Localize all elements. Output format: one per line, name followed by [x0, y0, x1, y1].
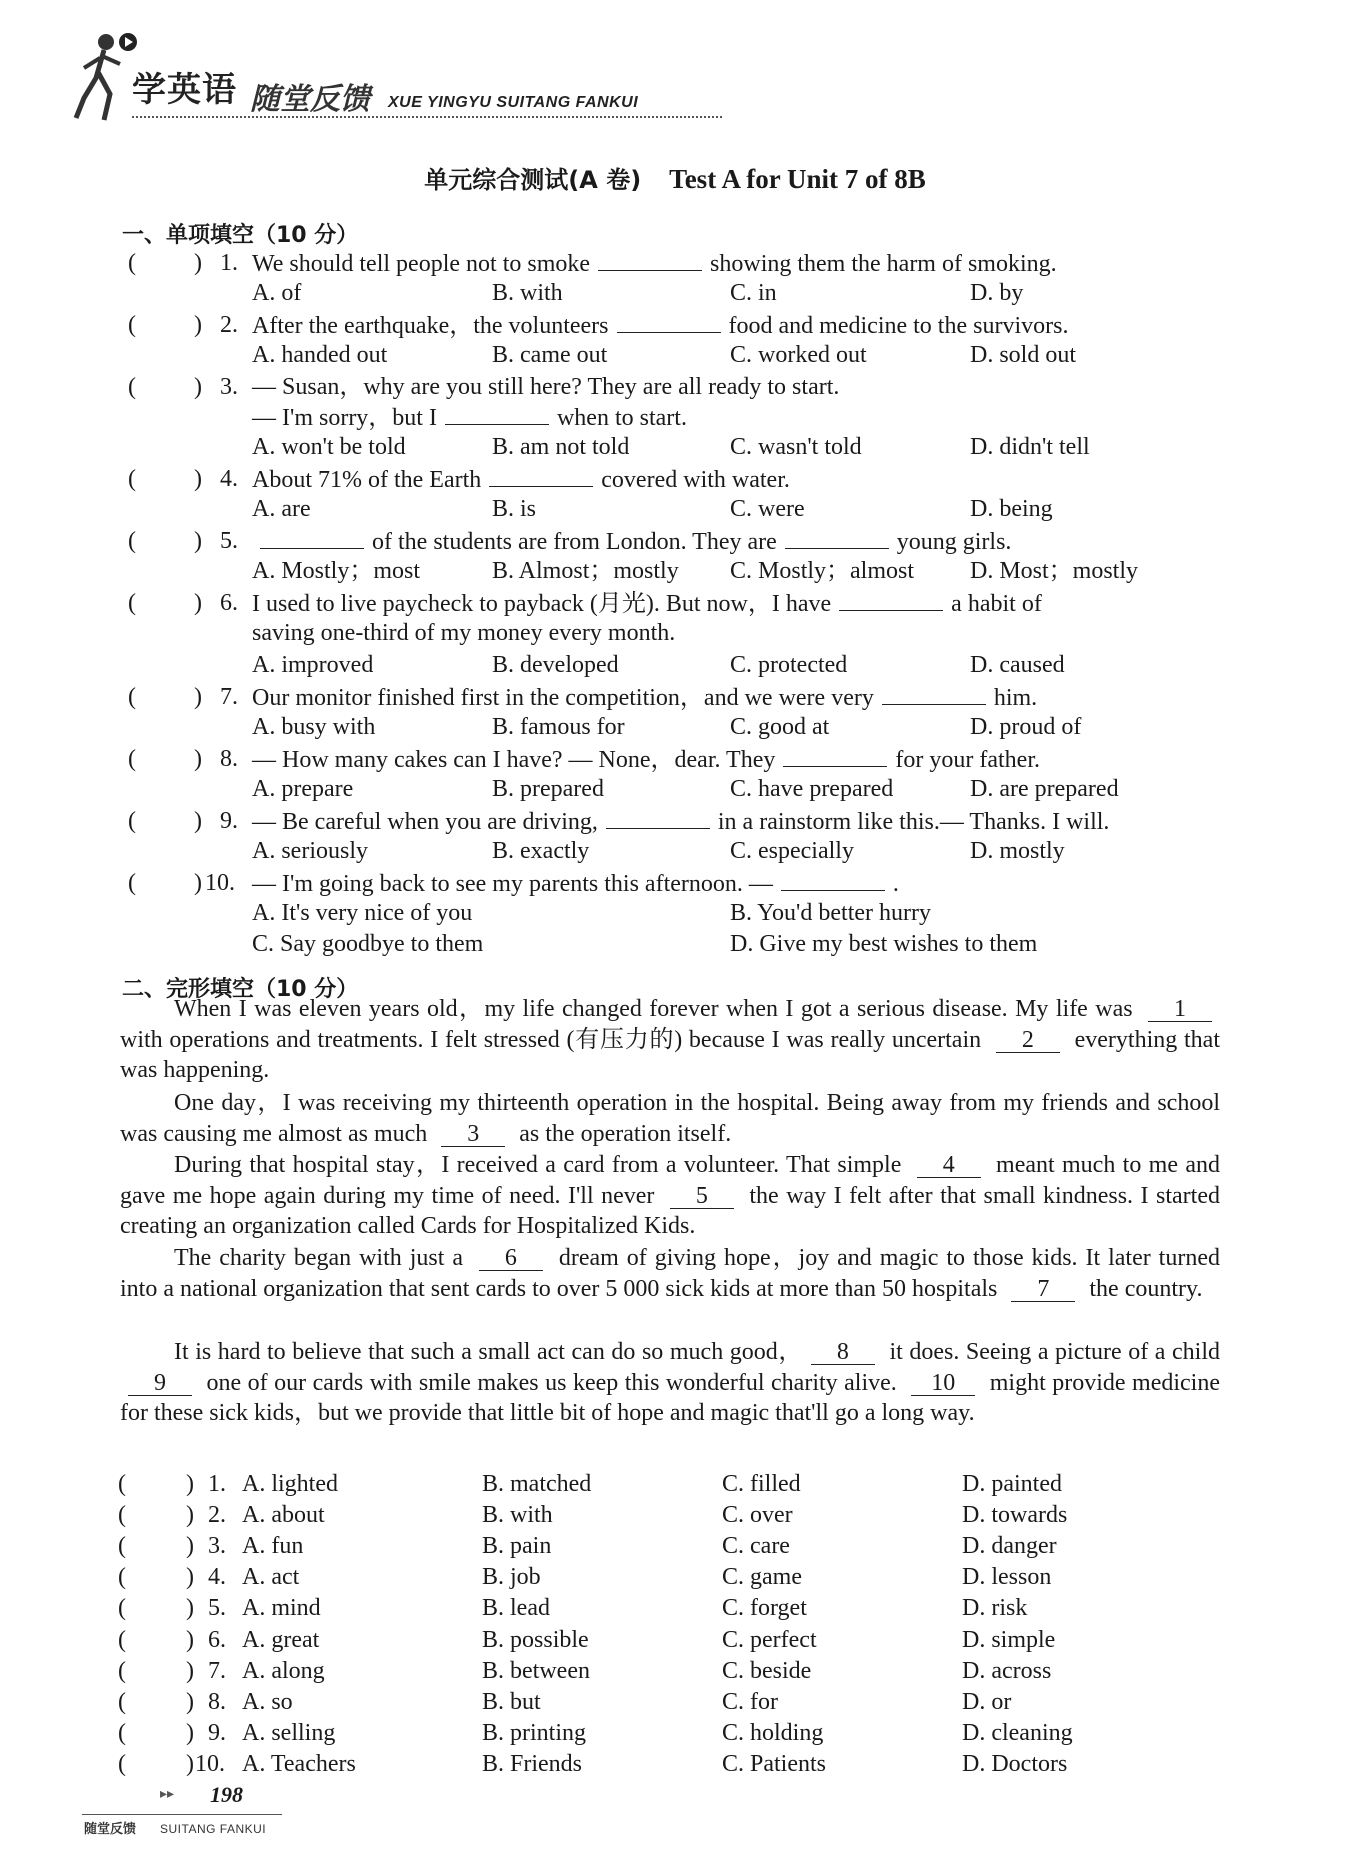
option-c: C. have prepared — [730, 776, 894, 802]
option-a: A. fun — [242, 1533, 304, 1560]
question-number: 1. — [220, 250, 238, 276]
question-row — [0, 1562, 1350, 1592]
option-a: A. about — [242, 1502, 325, 1529]
question-stem: — Susan，why are you still here? They are all ready to start. — [252, 374, 840, 400]
question-stem-end: in a rainstorm like this.— Thanks. I will. — [717, 809, 1110, 835]
passage-text: everything that was happening. — [120, 1026, 1220, 1084]
page-title — [0, 160, 1350, 195]
option-b: B. came out — [492, 342, 608, 368]
option-b: B. with — [482, 1502, 553, 1529]
question-number: 9. — [220, 808, 238, 834]
answer-blank — [781, 868, 885, 891]
option-c: C. in — [730, 280, 777, 306]
paren-close: ) — [186, 1688, 194, 1715]
option-a: A. improved — [252, 652, 374, 678]
question-text — [252, 464, 790, 495]
paren-close: ) — [194, 870, 202, 896]
option-a: A. seriously — [252, 838, 368, 864]
question-stem: — I'm going back to see my parents this afternoon. — — [252, 871, 773, 897]
passage-text: might provide medicine for these sick kids，but we provide that little bit of hope and magic that'll go a long way. — [120, 1369, 1220, 1427]
option-c: C. filled — [722, 1471, 801, 1497]
question-row — [0, 836, 1350, 866]
paren-close: ) — [186, 1595, 194, 1622]
option-c: C. wasn't told — [730, 434, 862, 460]
option-b: B. possible — [482, 1626, 589, 1653]
question-row — [0, 432, 1350, 462]
cloze-blank-2: 2 — [996, 1028, 1060, 1053]
option-c: C. good at — [730, 714, 830, 740]
question-row — [0, 278, 1350, 308]
answer-blank — [445, 402, 549, 425]
runner-figure-icon — [70, 28, 140, 128]
question-row — [0, 618, 1350, 648]
title-en: Test A for Unit 7 of 8B — [669, 164, 926, 194]
passage-text: During that hospital stay，I received a card from a volunteer. That simple — [174, 1152, 909, 1178]
option-c: C. protected — [730, 652, 848, 678]
question-row — [0, 1656, 1350, 1686]
cloze-blank-5: 5 — [670, 1184, 734, 1209]
question-stem: About 71% of the Earth — [252, 467, 482, 493]
cloze-blank-8: 8 — [811, 1340, 875, 1365]
question-number: 4. — [208, 1564, 226, 1591]
option-d: D. are prepared — [970, 776, 1119, 802]
question-row — [0, 929, 1350, 959]
passage-text: one of our cards with smile makes us keep this wonderful charity alive. — [200, 1369, 904, 1396]
option-a: A. mind — [242, 1595, 321, 1622]
paren-close: ) — [186, 1657, 194, 1684]
question-row — [0, 402, 1350, 432]
passage-text: dream of giving hope，joy and magic to those kids. It later turned into a national organization that sent cards to over 5 000 sick kids at more than 50 hospitals — [120, 1245, 1220, 1302]
paren-close: ) — [186, 1750, 194, 1777]
question-text — [252, 310, 1068, 341]
option-a: A. along — [242, 1657, 325, 1684]
cloze-blank-7: 7 — [1011, 1277, 1075, 1302]
paren-open: ( — [118, 1688, 126, 1715]
footer-divider — [82, 1814, 282, 1815]
answer-blank — [606, 806, 710, 829]
question-stem-end: covered with water. — [601, 467, 790, 493]
question-row — [0, 464, 1350, 494]
question-number: 2. — [220, 312, 238, 338]
option-d: D. by — [970, 280, 1024, 306]
question-row — [0, 650, 1350, 680]
question-stem-end: showing them the harm of smoking. — [710, 251, 1057, 277]
option-b: B. with — [492, 280, 563, 306]
paren-close: ) — [194, 808, 202, 834]
option-d: D. didn't tell — [970, 434, 1090, 460]
header-cn-sub: 随堂反馈 — [250, 82, 370, 117]
passage-text: One day，I was receiving my thirteenth operation in the hospital. Being away from my friends and school was causing me almost as much — [120, 1090, 1220, 1147]
option-d: D. being — [970, 496, 1053, 522]
option-c: C. for — [722, 1688, 778, 1715]
question-number: 6. — [208, 1626, 226, 1653]
paren-open: ( — [118, 1719, 126, 1746]
passage-text: as the operation itself. — [513, 1120, 732, 1147]
question-text — [252, 372, 839, 402]
question-row — [0, 774, 1350, 804]
passage-paragraph — [120, 1150, 1220, 1242]
paren-close: ) — [194, 312, 202, 338]
paren-open: ( — [128, 590, 136, 616]
paren-close: ) — [186, 1564, 194, 1591]
question-row — [0, 682, 1350, 712]
passage-text: When I was eleven years old，my life changed forever when I got a serious disease. My life was — [174, 996, 1140, 1022]
paren-open: ( — [128, 466, 136, 492]
answer-blank — [617, 310, 721, 333]
question-row — [0, 868, 1350, 898]
question-row — [0, 1687, 1350, 1717]
option-c: C. Patients — [722, 1750, 827, 1777]
option-a: A. act — [242, 1564, 300, 1591]
question-row — [0, 1625, 1350, 1655]
option-c: C. Say goodbye to them — [252, 931, 484, 957]
option-b: B. Almost；mostly — [492, 558, 679, 584]
option-a: A. are — [252, 496, 311, 522]
question-text — [252, 588, 1042, 619]
paren-close: ) — [186, 1533, 194, 1560]
paren-close: ) — [194, 528, 202, 554]
question-number: 10. — [195, 1750, 225, 1777]
question-text — [252, 806, 1109, 837]
paren-open: ( — [118, 1471, 126, 1497]
passage-text: The charity began with just a — [174, 1245, 471, 1271]
answer-blank — [785, 526, 889, 549]
paren-close: ) — [194, 374, 202, 400]
option-d: D. Give my best wishes to them — [730, 931, 1038, 957]
question-row — [0, 1749, 1350, 1779]
question-row — [0, 1718, 1350, 1748]
question-text — [252, 868, 899, 899]
question-number: 5. — [208, 1595, 226, 1622]
question-row — [0, 310, 1350, 340]
option-b: B. developed — [492, 652, 619, 678]
header-logo — [70, 28, 670, 128]
paren-close: ) — [186, 1471, 194, 1497]
paren-open: ( — [128, 684, 136, 710]
page-number: 198 — [210, 1782, 243, 1807]
paren-close: ) — [194, 590, 202, 616]
passage-text: the country. — [1083, 1275, 1203, 1302]
option-a: A. lighted — [242, 1471, 338, 1497]
cloze-blank-1: 1 — [1148, 997, 1212, 1022]
question-row — [0, 340, 1350, 370]
option-a: A. selling — [242, 1719, 336, 1746]
question-stem-end: when to start. — [556, 405, 687, 431]
question-stem-end: a habit of — [951, 591, 1042, 617]
cloze-blank-6: 6 — [479, 1246, 543, 1271]
question-row — [0, 588, 1350, 618]
header-cn-title: 学英语 — [132, 70, 237, 110]
paren-close: ) — [194, 746, 202, 772]
paren-open: ( — [128, 312, 136, 338]
question-row — [0, 1469, 1350, 1499]
passage-paragraph — [120, 1337, 1220, 1429]
option-c: C. over — [722, 1502, 793, 1529]
answer-blank — [783, 744, 887, 767]
paren-open: ( — [118, 1564, 126, 1591]
question-stem-end: for your father. — [895, 747, 1040, 773]
question-text — [252, 744, 1040, 775]
paren-open: ( — [128, 808, 136, 834]
question-text — [252, 526, 1011, 557]
option-a: A. so — [242, 1688, 293, 1715]
paren-open: ( — [118, 1657, 126, 1684]
question-number: 3. — [220, 374, 238, 400]
paren-close: ) — [194, 250, 202, 276]
question-text — [252, 682, 1037, 713]
section1-heading: 一、单项填空（10 分） — [122, 223, 359, 248]
option-d: D. across — [962, 1657, 1052, 1684]
option-d: D. simple — [962, 1626, 1056, 1653]
passage-paragraph — [120, 994, 1220, 1086]
option-d: D. Most；mostly — [970, 558, 1139, 584]
passage-text: it does. Seeing a picture of a child — [882, 1339, 1220, 1365]
question-stem-end: him. — [993, 685, 1038, 711]
option-b: B. between — [482, 1657, 590, 1684]
option-b: B. pain — [482, 1533, 552, 1560]
question-stem-cont: saving one-third of my money every month. — [252, 620, 676, 646]
question-stem-end: young girls. — [896, 529, 1012, 555]
paren-open: ( — [128, 528, 136, 554]
option-d: D. risk — [962, 1595, 1028, 1622]
option-c: C. Mostly；almost — [730, 558, 915, 584]
question-row — [0, 1593, 1350, 1623]
option-c: C. holding — [722, 1719, 824, 1746]
option-c: C. game — [722, 1564, 802, 1591]
question-text — [252, 248, 1057, 279]
paren-open: ( — [128, 250, 136, 276]
question-stem: We should tell people not to smoke — [252, 251, 591, 277]
section2-heading: 二、完形填空（10 分） — [122, 977, 359, 1002]
paren-open: ( — [118, 1502, 126, 1529]
paren-open: ( — [128, 374, 136, 400]
option-c: C. beside — [722, 1657, 812, 1684]
passage-text: It is hard to believe that such a small act can do so much good， — [174, 1339, 803, 1365]
question-row — [0, 744, 1350, 774]
option-b: B. but — [482, 1688, 541, 1715]
question-number: 1. — [208, 1471, 226, 1497]
option-c: C. care — [722, 1533, 790, 1560]
option-d: D. sold out — [970, 342, 1077, 368]
question-row — [0, 1500, 1350, 1530]
option-d: D. lesson — [962, 1564, 1052, 1591]
option-a: A. prepare — [252, 776, 354, 802]
option-b: B. exactly — [492, 838, 590, 864]
question-number: 10. — [205, 870, 235, 896]
question-stem: I used to live paycheck to payback (月光). But now，I have — [252, 591, 832, 617]
option-a: A. It's very nice of you — [252, 900, 473, 926]
cloze-blank-4: 4 — [917, 1153, 981, 1178]
option-a: A. of — [252, 280, 302, 306]
question-stem: After the earthquake，the volunteers — [252, 313, 609, 339]
option-a: A. Mostly；most — [252, 558, 421, 584]
question-number: 3. — [208, 1533, 226, 1560]
question-number: 4. — [220, 466, 238, 492]
option-d: D. danger — [962, 1533, 1057, 1560]
option-a: A. Teachers — [242, 1750, 356, 1777]
option-d: D. proud of — [970, 714, 1082, 740]
paren-close: ) — [186, 1719, 194, 1746]
paren-close: ) — [186, 1502, 194, 1529]
question-row — [0, 1531, 1350, 1561]
option-b: B. famous for — [492, 714, 625, 740]
question-number: 2. — [208, 1502, 226, 1529]
question-number: 8. — [208, 1688, 226, 1715]
option-b: B. matched — [482, 1471, 592, 1497]
option-c: C. worked out — [730, 342, 867, 368]
option-a: A. busy with — [252, 714, 376, 740]
paren-close: ) — [186, 1626, 194, 1653]
option-b: B. am not told — [492, 434, 630, 460]
option-b: B. You'd better hurry — [730, 900, 931, 926]
answer-blank — [882, 682, 986, 705]
paren-close: ) — [194, 684, 202, 710]
question-row — [0, 372, 1350, 402]
question-stem-end: food and medicine to the survivors. — [728, 313, 1069, 339]
question-row — [0, 526, 1350, 556]
footer-en: SUITANG FANKUI — [160, 1822, 267, 1836]
answer-blank — [598, 248, 702, 271]
question-stem: — How many cakes can I have? — None，dear. They — [252, 747, 776, 773]
option-c: C. forget — [722, 1595, 807, 1622]
answer-blank — [260, 526, 364, 549]
title-cn: 单元综合测试(A 卷) — [424, 166, 642, 194]
paren-close: ) — [194, 466, 202, 492]
passage-text: meant much to me and gave me hope again during my time of need. I'll never — [120, 1152, 1220, 1209]
question-row — [0, 556, 1350, 586]
option-c: C. especially — [730, 838, 854, 864]
option-b: B. prepared — [492, 776, 604, 802]
passage-paragraph — [120, 1088, 1220, 1149]
paren-open: ( — [118, 1750, 126, 1777]
option-d: D. Doctors — [962, 1750, 1068, 1777]
option-d: D. painted — [962, 1471, 1062, 1497]
option-a: A. great — [242, 1626, 320, 1653]
question-stem: of the students are from London. They are — [372, 529, 777, 555]
option-c: C. were — [730, 496, 805, 522]
question-number: 7. — [220, 684, 238, 710]
answer-blank — [839, 588, 943, 611]
header-divider — [132, 116, 722, 118]
question-stem: — I'm sorry，but I — [252, 405, 437, 431]
cloze-blank-9: 9 — [128, 1371, 192, 1396]
header-en-title: XUE YINGYU SUITANG FANKUI — [388, 94, 639, 111]
question-stem: — Be careful when you are driving, — [252, 809, 598, 835]
question-row — [0, 248, 1350, 278]
option-c: C. perfect — [722, 1626, 817, 1653]
question-number: 6. — [220, 590, 238, 616]
option-b: B. job — [482, 1564, 541, 1591]
page-arrow-icon: ▸▸ — [160, 1786, 175, 1802]
option-b: B. printing — [482, 1719, 587, 1746]
question-row — [0, 898, 1350, 928]
option-b: B. is — [492, 496, 537, 522]
option-d: D. towards — [962, 1502, 1068, 1529]
question-text — [252, 402, 687, 433]
question-row — [0, 712, 1350, 742]
option-a: A. handed out — [252, 342, 388, 368]
option-d: D. caused — [970, 652, 1065, 678]
answer-blank — [489, 464, 593, 487]
paren-open: ( — [118, 1595, 126, 1622]
question-row — [0, 806, 1350, 836]
paren-open: ( — [118, 1626, 126, 1653]
question-number: 5. — [220, 528, 238, 554]
option-a: A. won't be told — [252, 434, 406, 460]
option-b: B. Friends — [482, 1750, 583, 1777]
question-stem: Our monitor finished first in the competition，and we were very — [252, 685, 874, 711]
option-d: D. or — [962, 1688, 1012, 1715]
question-number: 9. — [208, 1719, 226, 1746]
footer-cn: 随堂反馈 — [84, 1822, 137, 1837]
passage-paragraph — [120, 1243, 1220, 1304]
cloze-blank-10: 10 — [911, 1371, 975, 1396]
cloze-blank-3: 3 — [441, 1122, 505, 1147]
question-stem-end: . — [892, 871, 899, 897]
paren-open: ( — [128, 870, 136, 896]
question-row — [0, 494, 1350, 524]
passage-text: with operations and treatments. I felt stressed (有压力的) because I was really uncertain — [120, 1026, 988, 1053]
option-b: B. lead — [482, 1595, 550, 1622]
option-d: D. cleaning — [962, 1719, 1073, 1746]
question-number: 7. — [208, 1657, 226, 1684]
passage-text: the way I felt after that small kindness. I started creating an organization called Cards for Hospitalized Kids. — [120, 1182, 1220, 1240]
paren-open: ( — [128, 746, 136, 772]
question-number: 8. — [220, 746, 238, 772]
paren-open: ( — [118, 1533, 126, 1560]
option-d: D. mostly — [970, 838, 1065, 864]
